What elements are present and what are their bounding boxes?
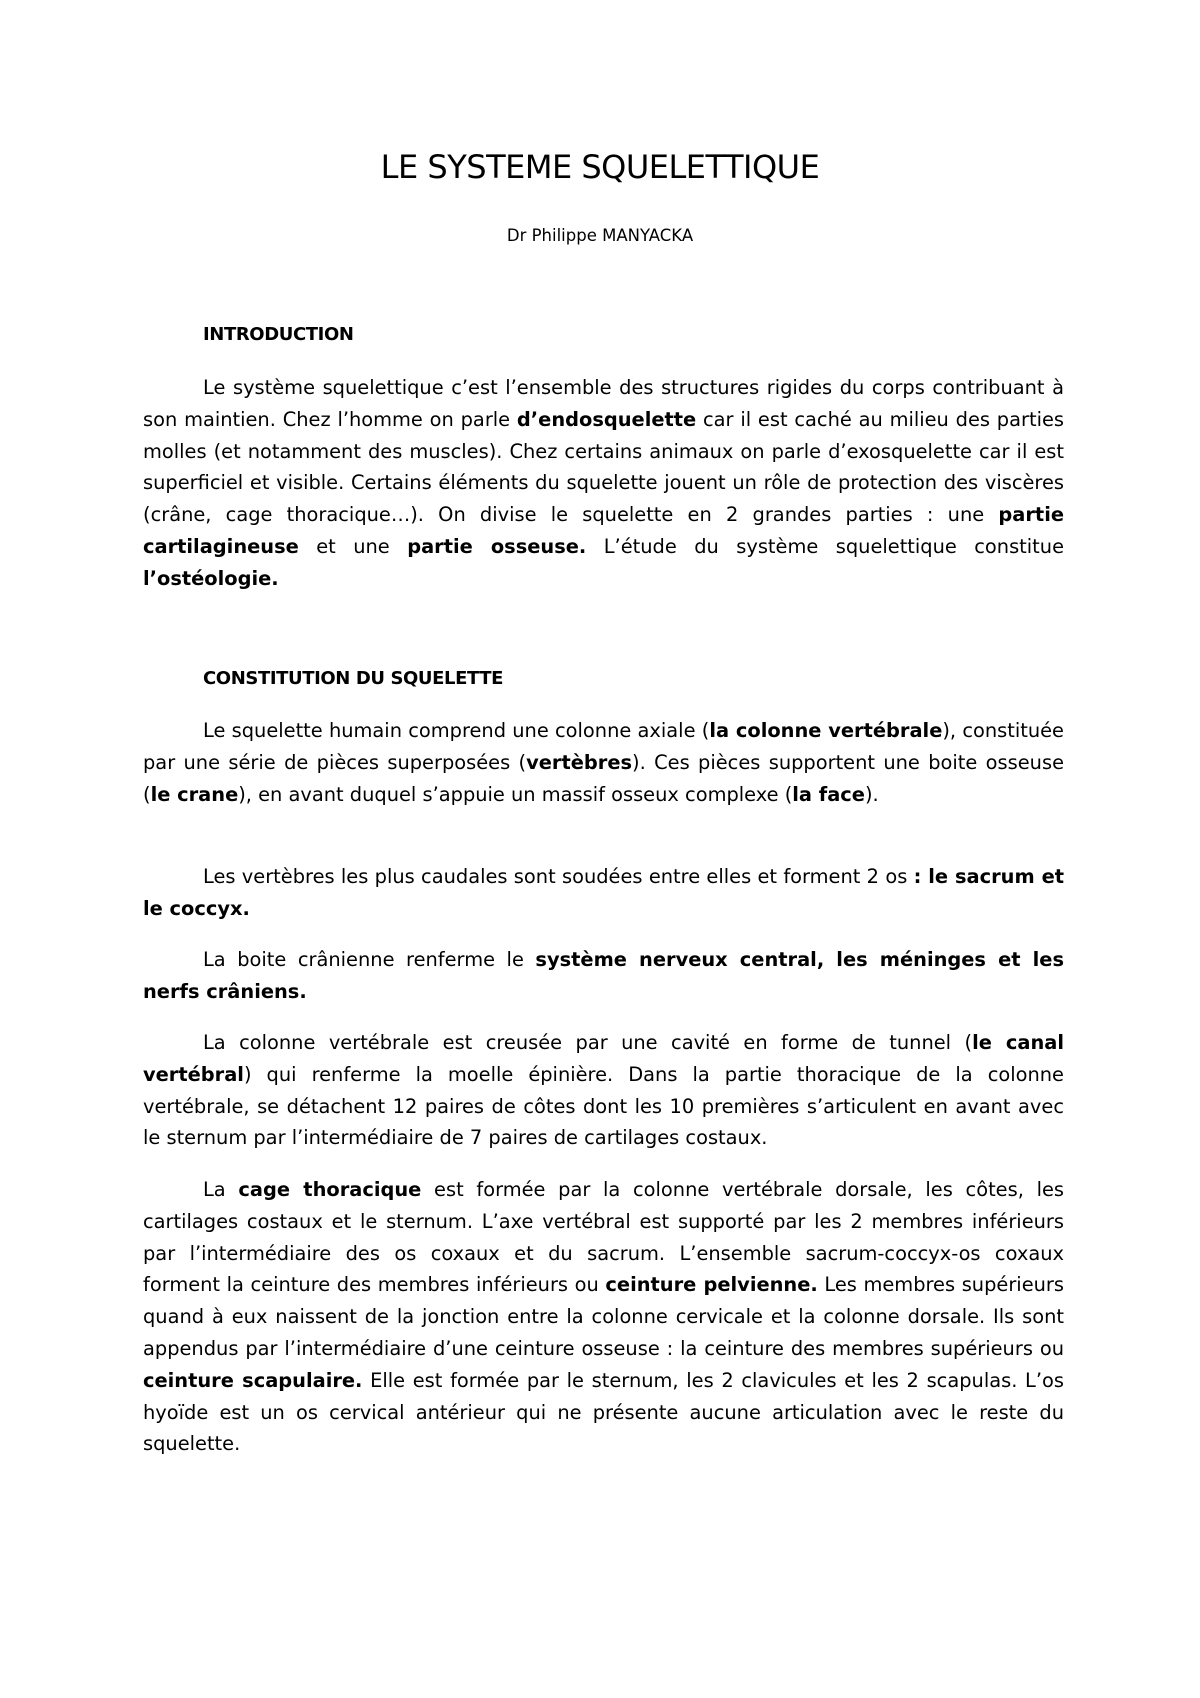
constitution-paragraph-4	[143, 1027, 1064, 1154]
text-run: ), constituée par une série de pièces superposées (	[143, 719, 1064, 774]
document-title: LE SYSTEME SQUELETTIQUE	[380, 148, 820, 186]
text-run: Les vertèbres les plus caudales sont soudées entre elles et forment 2 os	[203, 865, 914, 888]
section-heading-constitution: CONSTITUTION DU SQUELETTE	[203, 668, 504, 689]
text-run: La colonne vertébrale est creusée par une cavité en forme de tunnel (	[203, 1031, 973, 1054]
introduction-paragraph	[143, 372, 1064, 595]
bold-term: d’endosquelette	[516, 407, 697, 431]
bold-term: le crane	[150, 782, 239, 806]
bold-term: partie cartilagineuse	[143, 503, 1064, 558]
text-run: ).	[864, 782, 879, 806]
text-run: Le système squelettique c’est l’ensemble des structures rigides du corps contribuant à son maintien. Chez l’homme on parle	[143, 376, 1064, 431]
text-run: car il est caché au milieu des parties molles (et notamment des muscles). Chez certains animaux on parle d’exosquelette car il est superficiel et visible. Certains éléments du squelette jouent un rôle de protection des viscères (crâne, cage thoracique…). On divise le squelette en 2 grandes parties : une	[143, 407, 1064, 527]
text-run: La boite crânienne renferme le	[203, 948, 536, 971]
text-run: Les membres supérieurs quand à eux naissent de la jonction entre la colonne cervicale et la colonne dorsale. Ils sont appendus par l’intermédiaire d’une ceinture osseuse : la ceinture des membres supérieurs ou	[143, 1273, 1064, 1360]
constitution-paragraph-3	[143, 944, 1064, 1008]
text-run: ), en avant duquel s’appuie un massif osseux complexe (	[238, 782, 793, 806]
constitution-paragraph-2	[143, 861, 1064, 925]
bold-term: le canal vertébral	[143, 1031, 1064, 1086]
bold-term: partie osseuse.	[407, 534, 587, 558]
text-run: La	[203, 1178, 239, 1201]
document-author: Dr Philippe MANYACKA	[506, 226, 694, 245]
text-run: et une	[298, 534, 408, 558]
constitution-paragraph-1	[143, 715, 1064, 810]
bold-term: l’ostéologie.	[143, 566, 279, 590]
bold-term: : le sacrum et le coccyx.	[143, 865, 1064, 920]
text-run: Elle est formée par le sternum, les 2 clavicules et les 2 scapulas. L’os hyoïde est un os cervical antérieur qui ne présente aucune articulation avec le reste du squelette.	[143, 1368, 1064, 1456]
bold-term: la face	[792, 782, 865, 806]
bold-term: ceinture pelvienne.	[605, 1273, 818, 1297]
text-run: est formée par la colonne vertébrale dorsale, les côtes, les cartilages costaux et le sternum. L’axe vertébral est supporté par les 2 membres inférieurs par l’intermédiaire des os coxaux et du sacrum. L’ensemble sacrum-coccyx-os coxaux forment la ceinture des membres inférieurs ou	[143, 1178, 1064, 1297]
constitution-paragraph-5	[143, 1174, 1064, 1460]
text-run: ) qui renferme la moelle épinière. Dans la partie thoracique de la colonne vertébrale, se détachent 12 paires de côtes dont les 10 premières s’articulent en avant avec le sternum par l’intermédiaire de 7 paires de cartilages costaux.	[143, 1062, 1064, 1150]
section-heading-introduction: INTRODUCTION	[203, 324, 354, 345]
bold-term: cage thoracique	[238, 1178, 422, 1201]
bold-term: la colonne vertébrale	[709, 719, 943, 742]
text-run: L’étude du système squelettique constitue	[586, 534, 1064, 558]
bold-term: vertèbres	[526, 750, 633, 774]
bold-term: ceinture scapulaire.	[143, 1368, 363, 1392]
text-run: Le squelette humain comprend une colonne axiale (	[203, 719, 710, 742]
bold-term: système nerveux central, les méninges et les nerfs crâniens.	[143, 948, 1064, 1003]
text-run: ). Ces pièces supportent une boite osseuse (	[143, 750, 1064, 806]
